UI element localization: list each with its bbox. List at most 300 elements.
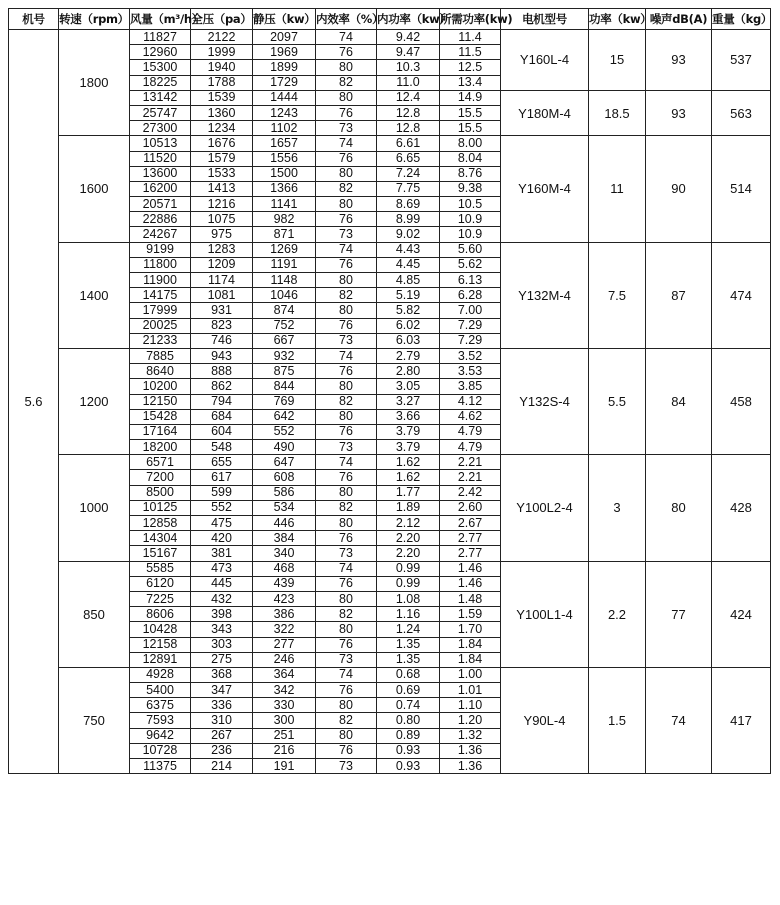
static-pressure-cell: 384 <box>253 531 316 546</box>
static-pressure-cell: 1046 <box>253 288 316 303</box>
internal-power-cell: 9.42 <box>377 30 440 45</box>
internal-power-cell: 0.89 <box>377 728 440 743</box>
airflow-cell: 18225 <box>130 75 191 90</box>
internal-power-cell: 1.16 <box>377 607 440 622</box>
airflow-cell: 7593 <box>130 713 191 728</box>
machine-number-cell: 5.6 <box>9 30 59 774</box>
table-row <box>9 30 771 45</box>
airflow-cell: 5585 <box>130 561 191 576</box>
total-pressure-cell: 975 <box>191 227 253 242</box>
internal-power-cell: 9.02 <box>377 227 440 242</box>
motor-model-cell: Y180M-4 <box>501 90 589 136</box>
required-power-cell: 1.01 <box>440 683 501 698</box>
static-pressure-cell: 1366 <box>253 181 316 196</box>
total-pressure-cell: 343 <box>191 622 253 637</box>
static-pressure-cell: 342 <box>253 683 316 698</box>
internal-power-cell: 12.8 <box>377 105 440 120</box>
motor-model-cell: Y132S-4 <box>501 348 589 454</box>
internal-efficiency-cell: 76 <box>316 424 377 439</box>
internal-efficiency-cell: 76 <box>316 637 377 652</box>
required-power-cell: 9.38 <box>440 181 501 196</box>
required-power-cell: 8.76 <box>440 166 501 181</box>
total-pressure-cell: 347 <box>191 683 253 698</box>
column-header: 机号 <box>9 9 59 30</box>
required-power-cell: 1.46 <box>440 576 501 591</box>
total-pressure-cell: 1283 <box>191 242 253 257</box>
internal-efficiency-cell: 76 <box>316 470 377 485</box>
static-pressure-cell: 216 <box>253 743 316 758</box>
required-power-cell: 2.21 <box>440 470 501 485</box>
required-power-cell: 10.5 <box>440 197 501 212</box>
weight-cell: 474 <box>712 242 771 348</box>
airflow-cell: 5400 <box>130 683 191 698</box>
table-row <box>9 242 771 257</box>
column-header: 噪声dB(A) <box>646 9 712 30</box>
internal-power-cell: 4.85 <box>377 273 440 288</box>
required-power-cell: 5.62 <box>440 257 501 272</box>
required-power-cell: 2.42 <box>440 485 501 500</box>
static-pressure-cell: 446 <box>253 516 316 531</box>
airflow-cell: 9642 <box>130 728 191 743</box>
table-row <box>9 348 771 363</box>
static-pressure-cell: 423 <box>253 591 316 606</box>
internal-power-cell: 3.79 <box>377 424 440 439</box>
airflow-cell: 14304 <box>130 531 191 546</box>
total-pressure-cell: 1788 <box>191 75 253 90</box>
speed-cell: 1800 <box>59 30 130 136</box>
static-pressure-cell: 647 <box>253 455 316 470</box>
airflow-cell: 11375 <box>130 759 191 774</box>
table-row <box>9 667 771 682</box>
static-pressure-cell: 1899 <box>253 60 316 75</box>
internal-efficiency-cell: 80 <box>316 591 377 606</box>
static-pressure-cell: 844 <box>253 379 316 394</box>
internal-efficiency-cell: 80 <box>316 197 377 212</box>
static-pressure-cell: 1657 <box>253 136 316 151</box>
total-pressure-cell: 943 <box>191 348 253 363</box>
required-power-cell: 1.32 <box>440 728 501 743</box>
column-header: 重量（kg） <box>712 9 771 30</box>
required-power-cell: 4.79 <box>440 424 501 439</box>
total-pressure-cell: 432 <box>191 591 253 606</box>
internal-efficiency-cell: 73 <box>316 440 377 455</box>
static-pressure-cell: 386 <box>253 607 316 622</box>
airflow-cell: 11827 <box>130 30 191 45</box>
static-pressure-cell: 439 <box>253 576 316 591</box>
required-power-cell: 1.84 <box>440 637 501 652</box>
internal-efficiency-cell: 80 <box>316 90 377 105</box>
required-power-cell: 1.48 <box>440 591 501 606</box>
internal-efficiency-cell: 80 <box>316 485 377 500</box>
internal-efficiency-cell: 76 <box>316 105 377 120</box>
motor-power-cell: 3 <box>589 455 646 561</box>
motor-model-cell: Y160M-4 <box>501 136 589 242</box>
column-header: 内功率（kw） <box>377 9 440 30</box>
internal-efficiency-cell: 73 <box>316 121 377 136</box>
static-pressure-cell: 871 <box>253 227 316 242</box>
table-row <box>9 136 771 151</box>
total-pressure-cell: 303 <box>191 637 253 652</box>
internal-efficiency-cell: 76 <box>316 743 377 758</box>
airflow-cell: 15167 <box>130 546 191 561</box>
total-pressure-cell: 599 <box>191 485 253 500</box>
weight-cell: 424 <box>712 561 771 667</box>
motor-power-cell: 2.2 <box>589 561 646 667</box>
total-pressure-cell: 1533 <box>191 166 253 181</box>
total-pressure-cell: 552 <box>191 500 253 515</box>
internal-power-cell: 2.80 <box>377 364 440 379</box>
internal-efficiency-cell: 76 <box>316 257 377 272</box>
internal-efficiency-cell: 76 <box>316 151 377 166</box>
column-header: 风量（m³/h） <box>130 9 191 30</box>
internal-efficiency-cell: 76 <box>316 531 377 546</box>
required-power-cell: 13.4 <box>440 75 501 90</box>
static-pressure-cell: 1500 <box>253 166 316 181</box>
airflow-cell: 6120 <box>130 576 191 591</box>
internal-power-cell: 2.20 <box>377 531 440 546</box>
table-row <box>9 455 771 470</box>
internal-efficiency-cell: 73 <box>316 227 377 242</box>
internal-power-cell: 3.27 <box>377 394 440 409</box>
total-pressure-cell: 794 <box>191 394 253 409</box>
airflow-cell: 10200 <box>130 379 191 394</box>
motor-power-cell: 18.5 <box>589 90 646 136</box>
static-pressure-cell: 1141 <box>253 197 316 212</box>
internal-efficiency-cell: 76 <box>316 212 377 227</box>
airflow-cell: 11900 <box>130 273 191 288</box>
required-power-cell: 2.77 <box>440 546 501 561</box>
internal-power-cell: 4.45 <box>377 257 440 272</box>
required-power-cell: 1.36 <box>440 759 501 774</box>
airflow-cell: 21233 <box>130 333 191 348</box>
internal-power-cell: 0.74 <box>377 698 440 713</box>
total-pressure-cell: 475 <box>191 516 253 531</box>
internal-efficiency-cell: 82 <box>316 500 377 515</box>
internal-efficiency-cell: 76 <box>316 364 377 379</box>
total-pressure-cell: 1539 <box>191 90 253 105</box>
airflow-cell: 6375 <box>130 698 191 713</box>
table-body <box>9 30 771 774</box>
internal-efficiency-cell: 82 <box>316 607 377 622</box>
internal-power-cell: 3.79 <box>377 440 440 455</box>
static-pressure-cell: 552 <box>253 424 316 439</box>
internal-power-cell: 0.68 <box>377 667 440 682</box>
total-pressure-cell: 310 <box>191 713 253 728</box>
column-header: 静压（kw） <box>253 9 316 30</box>
internal-power-cell: 12.4 <box>377 90 440 105</box>
static-pressure-cell: 667 <box>253 333 316 348</box>
speed-cell: 750 <box>59 667 130 773</box>
static-pressure-cell: 1556 <box>253 151 316 166</box>
static-pressure-cell: 1969 <box>253 45 316 60</box>
static-pressure-cell: 340 <box>253 546 316 561</box>
motor-model-cell: Y90L-4 <box>501 667 589 773</box>
internal-efficiency-cell: 82 <box>316 288 377 303</box>
internal-power-cell: 6.02 <box>377 318 440 333</box>
internal-power-cell: 1.89 <box>377 500 440 515</box>
motor-model-cell: Y100L2-4 <box>501 455 589 561</box>
required-power-cell: 4.79 <box>440 440 501 455</box>
total-pressure-cell: 548 <box>191 440 253 455</box>
internal-efficiency-cell: 80 <box>316 303 377 318</box>
internal-power-cell: 12.8 <box>377 121 440 136</box>
required-power-cell: 10.9 <box>440 212 501 227</box>
total-pressure-cell: 1174 <box>191 273 253 288</box>
static-pressure-cell: 246 <box>253 652 316 667</box>
static-pressure-cell: 1102 <box>253 121 316 136</box>
static-pressure-cell: 2097 <box>253 30 316 45</box>
internal-efficiency-cell: 73 <box>316 652 377 667</box>
internal-efficiency-cell: 73 <box>316 333 377 348</box>
required-power-cell: 1.10 <box>440 698 501 713</box>
static-pressure-cell: 468 <box>253 561 316 576</box>
internal-power-cell: 7.24 <box>377 166 440 181</box>
internal-efficiency-cell: 82 <box>316 713 377 728</box>
required-power-cell: 2.60 <box>440 500 501 515</box>
internal-efficiency-cell: 74 <box>316 561 377 576</box>
airflow-cell: 16200 <box>130 181 191 196</box>
weight-cell: 514 <box>712 136 771 242</box>
total-pressure-cell: 381 <box>191 546 253 561</box>
internal-efficiency-cell: 82 <box>316 75 377 90</box>
static-pressure-cell: 277 <box>253 637 316 652</box>
static-pressure-cell: 330 <box>253 698 316 713</box>
static-pressure-cell: 769 <box>253 394 316 409</box>
internal-power-cell: 1.77 <box>377 485 440 500</box>
required-power-cell: 8.04 <box>440 151 501 166</box>
static-pressure-cell: 1729 <box>253 75 316 90</box>
internal-efficiency-cell: 74 <box>316 242 377 257</box>
motor-power-cell: 7.5 <box>589 242 646 348</box>
internal-efficiency-cell: 76 <box>316 318 377 333</box>
required-power-cell: 1.59 <box>440 607 501 622</box>
noise-cell: 74 <box>646 667 712 773</box>
airflow-cell: 13600 <box>130 166 191 181</box>
airflow-cell: 7885 <box>130 348 191 363</box>
total-pressure-cell: 862 <box>191 379 253 394</box>
total-pressure-cell: 1081 <box>191 288 253 303</box>
required-power-cell: 8.00 <box>440 136 501 151</box>
internal-power-cell: 6.61 <box>377 136 440 151</box>
table-row <box>9 561 771 576</box>
airflow-cell: 24267 <box>130 227 191 242</box>
column-header: 电机型号 <box>501 9 589 30</box>
internal-power-cell: 1.24 <box>377 622 440 637</box>
motor-model-cell: Y160L-4 <box>501 30 589 91</box>
airflow-cell: 4928 <box>130 667 191 682</box>
total-pressure-cell: 267 <box>191 728 253 743</box>
airflow-cell: 12891 <box>130 652 191 667</box>
required-power-cell: 2.77 <box>440 531 501 546</box>
internal-efficiency-cell: 74 <box>316 667 377 682</box>
required-power-cell: 7.29 <box>440 318 501 333</box>
total-pressure-cell: 823 <box>191 318 253 333</box>
motor-power-cell: 11 <box>589 136 646 242</box>
airflow-cell: 15428 <box>130 409 191 424</box>
airflow-cell: 20571 <box>130 197 191 212</box>
internal-power-cell: 3.05 <box>377 379 440 394</box>
static-pressure-cell: 534 <box>253 500 316 515</box>
required-power-cell: 7.29 <box>440 333 501 348</box>
total-pressure-cell: 617 <box>191 470 253 485</box>
internal-efficiency-cell: 80 <box>316 622 377 637</box>
airflow-cell: 8606 <box>130 607 191 622</box>
required-power-cell: 4.62 <box>440 409 501 424</box>
internal-power-cell: 4.43 <box>377 242 440 257</box>
noise-cell: 93 <box>646 90 712 136</box>
noise-cell: 90 <box>646 136 712 242</box>
noise-cell: 80 <box>646 455 712 561</box>
airflow-cell: 6571 <box>130 455 191 470</box>
internal-power-cell: 0.99 <box>377 576 440 591</box>
airflow-cell: 17164 <box>130 424 191 439</box>
total-pressure-cell: 1579 <box>191 151 253 166</box>
required-power-cell: 1.00 <box>440 667 501 682</box>
required-power-cell: 1.20 <box>440 713 501 728</box>
required-power-cell: 11.4 <box>440 30 501 45</box>
airflow-cell: 11800 <box>130 257 191 272</box>
internal-power-cell: 1.35 <box>377 652 440 667</box>
required-power-cell: 4.12 <box>440 394 501 409</box>
internal-power-cell: 3.66 <box>377 409 440 424</box>
column-header: 功率（kw） <box>589 9 646 30</box>
total-pressure-cell: 420 <box>191 531 253 546</box>
internal-efficiency-cell: 80 <box>316 516 377 531</box>
total-pressure-cell: 1216 <box>191 197 253 212</box>
weight-cell: 428 <box>712 455 771 561</box>
airflow-cell: 15300 <box>130 60 191 75</box>
internal-power-cell: 0.99 <box>377 561 440 576</box>
internal-power-cell: 2.79 <box>377 348 440 363</box>
internal-efficiency-cell: 80 <box>316 409 377 424</box>
internal-efficiency-cell: 80 <box>316 273 377 288</box>
required-power-cell: 6.28 <box>440 288 501 303</box>
total-pressure-cell: 368 <box>191 667 253 682</box>
required-power-cell: 3.53 <box>440 364 501 379</box>
noise-cell: 93 <box>646 30 712 91</box>
speed-cell: 1600 <box>59 136 130 242</box>
airflow-cell: 9199 <box>130 242 191 257</box>
static-pressure-cell: 364 <box>253 667 316 682</box>
static-pressure-cell: 1269 <box>253 242 316 257</box>
airflow-cell: 25747 <box>130 105 191 120</box>
static-pressure-cell: 1191 <box>253 257 316 272</box>
internal-efficiency-cell: 82 <box>316 394 377 409</box>
internal-power-cell: 7.75 <box>377 181 440 196</box>
total-pressure-cell: 445 <box>191 576 253 591</box>
internal-efficiency-cell: 74 <box>316 30 377 45</box>
static-pressure-cell: 191 <box>253 759 316 774</box>
internal-efficiency-cell: 74 <box>316 136 377 151</box>
airflow-cell: 12960 <box>130 45 191 60</box>
internal-power-cell: 6.65 <box>377 151 440 166</box>
noise-cell: 84 <box>646 348 712 454</box>
required-power-cell: 6.13 <box>440 273 501 288</box>
static-pressure-cell: 752 <box>253 318 316 333</box>
internal-power-cell: 6.03 <box>377 333 440 348</box>
static-pressure-cell: 932 <box>253 348 316 363</box>
static-pressure-cell: 982 <box>253 212 316 227</box>
total-pressure-cell: 684 <box>191 409 253 424</box>
required-power-cell: 1.84 <box>440 652 501 667</box>
airflow-cell: 13142 <box>130 90 191 105</box>
internal-power-cell: 0.93 <box>377 759 440 774</box>
weight-cell: 563 <box>712 90 771 136</box>
internal-power-cell: 0.69 <box>377 683 440 698</box>
column-header: 内效率（%） <box>316 9 377 30</box>
internal-power-cell: 2.12 <box>377 516 440 531</box>
noise-cell: 77 <box>646 561 712 667</box>
required-power-cell: 2.67 <box>440 516 501 531</box>
total-pressure-cell: 604 <box>191 424 253 439</box>
total-pressure-cell: 236 <box>191 743 253 758</box>
static-pressure-cell: 1243 <box>253 105 316 120</box>
required-power-cell: 5.60 <box>440 242 501 257</box>
total-pressure-cell: 1075 <box>191 212 253 227</box>
motor-power-cell: 15 <box>589 30 646 91</box>
required-power-cell: 12.5 <box>440 60 501 75</box>
speed-cell: 1200 <box>59 348 130 454</box>
internal-efficiency-cell: 80 <box>316 728 377 743</box>
internal-power-cell: 1.62 <box>377 470 440 485</box>
airflow-cell: 12158 <box>130 637 191 652</box>
required-power-cell: 1.36 <box>440 743 501 758</box>
internal-efficiency-cell: 76 <box>316 45 377 60</box>
internal-efficiency-cell: 80 <box>316 379 377 394</box>
total-pressure-cell: 1413 <box>191 181 253 196</box>
airflow-cell: 14175 <box>130 288 191 303</box>
weight-cell: 417 <box>712 667 771 773</box>
airflow-cell: 7200 <box>130 470 191 485</box>
required-power-cell: 1.70 <box>440 622 501 637</box>
required-power-cell: 2.21 <box>440 455 501 470</box>
fan-performance-table <box>8 8 771 774</box>
total-pressure-cell: 888 <box>191 364 253 379</box>
static-pressure-cell: 608 <box>253 470 316 485</box>
column-header: 所需功率(kw) <box>440 9 501 30</box>
internal-power-cell: 11.0 <box>377 75 440 90</box>
internal-efficiency-cell: 73 <box>316 759 377 774</box>
internal-efficiency-cell: 82 <box>316 181 377 196</box>
static-pressure-cell: 1444 <box>253 90 316 105</box>
required-power-cell: 3.52 <box>440 348 501 363</box>
static-pressure-cell: 300 <box>253 713 316 728</box>
internal-power-cell: 10.3 <box>377 60 440 75</box>
internal-power-cell: 5.82 <box>377 303 440 318</box>
required-power-cell: 15.5 <box>440 105 501 120</box>
internal-power-cell: 0.93 <box>377 743 440 758</box>
weight-cell: 458 <box>712 348 771 454</box>
total-pressure-cell: 398 <box>191 607 253 622</box>
airflow-cell: 11520 <box>130 151 191 166</box>
internal-efficiency-cell: 80 <box>316 166 377 181</box>
required-power-cell: 10.9 <box>440 227 501 242</box>
required-power-cell: 3.85 <box>440 379 501 394</box>
internal-power-cell: 1.35 <box>377 637 440 652</box>
column-header: 转速（rpm） <box>59 9 130 30</box>
internal-power-cell: 2.20 <box>377 546 440 561</box>
motor-model-cell: Y132M-4 <box>501 242 589 348</box>
weight-cell: 537 <box>712 30 771 91</box>
total-pressure-cell: 655 <box>191 455 253 470</box>
static-pressure-cell: 322 <box>253 622 316 637</box>
airflow-cell: 10728 <box>130 743 191 758</box>
internal-efficiency-cell: 76 <box>316 683 377 698</box>
total-pressure-cell: 746 <box>191 333 253 348</box>
total-pressure-cell: 1676 <box>191 136 253 151</box>
internal-efficiency-cell: 73 <box>316 546 377 561</box>
total-pressure-cell: 931 <box>191 303 253 318</box>
